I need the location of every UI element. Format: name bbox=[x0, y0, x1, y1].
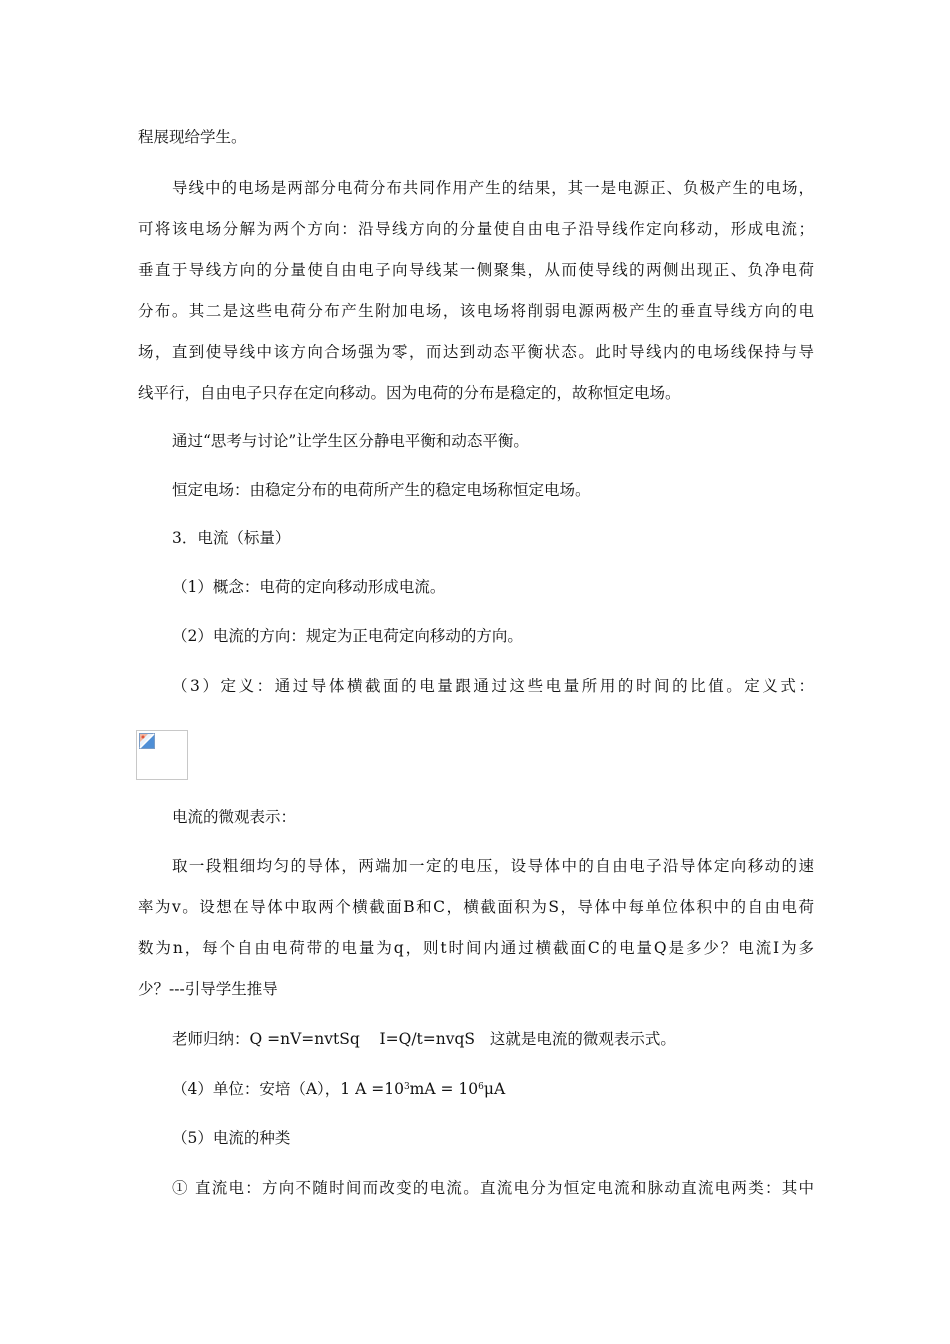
unit-text: （4）单位：安培（A），1 A =10 bbox=[172, 1080, 404, 1098]
list-item-concept: （1）概念：电荷的定向移动形成电流。 bbox=[172, 578, 446, 596]
paragraph-line: 垂直于导线方向的分量使自由电子向导线某一侧聚集，从而使导线的两侧出现正、负净电荷 bbox=[138, 261, 814, 279]
unit-text: μA bbox=[483, 1080, 506, 1098]
list-item-types: （5）电流的种类 bbox=[172, 1129, 291, 1147]
paragraph-discussion: 通过“思考与讨论”让学生区分静电平衡和动态平衡。 bbox=[172, 432, 529, 450]
formula-image-placeholder bbox=[136, 730, 188, 780]
broken-image-icon bbox=[139, 733, 155, 749]
unit-text: mA = 10 bbox=[409, 1080, 479, 1098]
paragraph-line: 数为n，每个自由电荷带的电量为q，则t时间内通过横截面C的电量Q是多少？电流I为多 bbox=[138, 939, 814, 957]
paragraph-intro: 程展现给学生。 bbox=[138, 128, 247, 146]
list-item-unit bbox=[172, 1078, 505, 1100]
paragraph-line: 少？---引导学生推导 bbox=[138, 980, 278, 998]
paragraph-line: 分布。其二是这些电荷分布产生附加电场，该电场将削弱电源两极产生的垂直导线方向的电 bbox=[138, 302, 814, 320]
paragraph-line: 取一段粗细均匀的导体，两端加一定的电压，设导体中的自由电子沿导体定向移动的速 bbox=[172, 857, 814, 875]
paragraph-line: 线平行，自由电子只存在定向移动。因为电荷的分布是稳定的，故称恒定电场。 bbox=[138, 384, 681, 402]
paragraph-line: 导线中的电场是两部分电荷分布共同作用产生的结果，其一是电源正、负极产生的电场， bbox=[172, 179, 814, 197]
paragraph-micro-title: 电流的微观表示： bbox=[172, 808, 297, 826]
unit-exponent: 6 bbox=[478, 1082, 484, 1092]
paragraph-definition: 恒定电场：由稳定分布的电荷所产生的稳定电场称恒定电场。 bbox=[172, 481, 591, 499]
list-item-dc: ① 直流电：方向不随时间而改变的电流。直流电分为恒定电流和脉动直流电两类：其中 bbox=[172, 1179, 814, 1197]
list-item-definition: （3）定义：通过导体横截面的电量跟通过这些电量所用的时间的比值。定义式： bbox=[172, 677, 814, 695]
paragraph-line: 率为v。设想在导体中取两个横截面B和C，横截面积为S，导体中每单位体积中的自由电荷 bbox=[138, 898, 814, 916]
paragraph-teacher-summary: 老师归纳：Q =nV=nvtSq I=Q/t=nvqS 这就是电流的微观表示式。 bbox=[172, 1030, 676, 1048]
paragraph-line: 可将该电场分解为两个方向：沿导线方向的分量使自由电子沿导线作定向移动，形成电流； bbox=[138, 220, 814, 238]
section-heading: 3．电流（标量） bbox=[172, 529, 291, 547]
paragraph-line: 场，直到使导线中该方向合场强为零，而达到动态平衡状态。此时导线内的电场线保持与导 bbox=[138, 343, 814, 361]
list-item-direction: （2）电流的方向：规定为正电荷定向移动的方向。 bbox=[172, 627, 523, 645]
unit-exponent: 3 bbox=[403, 1082, 410, 1092]
